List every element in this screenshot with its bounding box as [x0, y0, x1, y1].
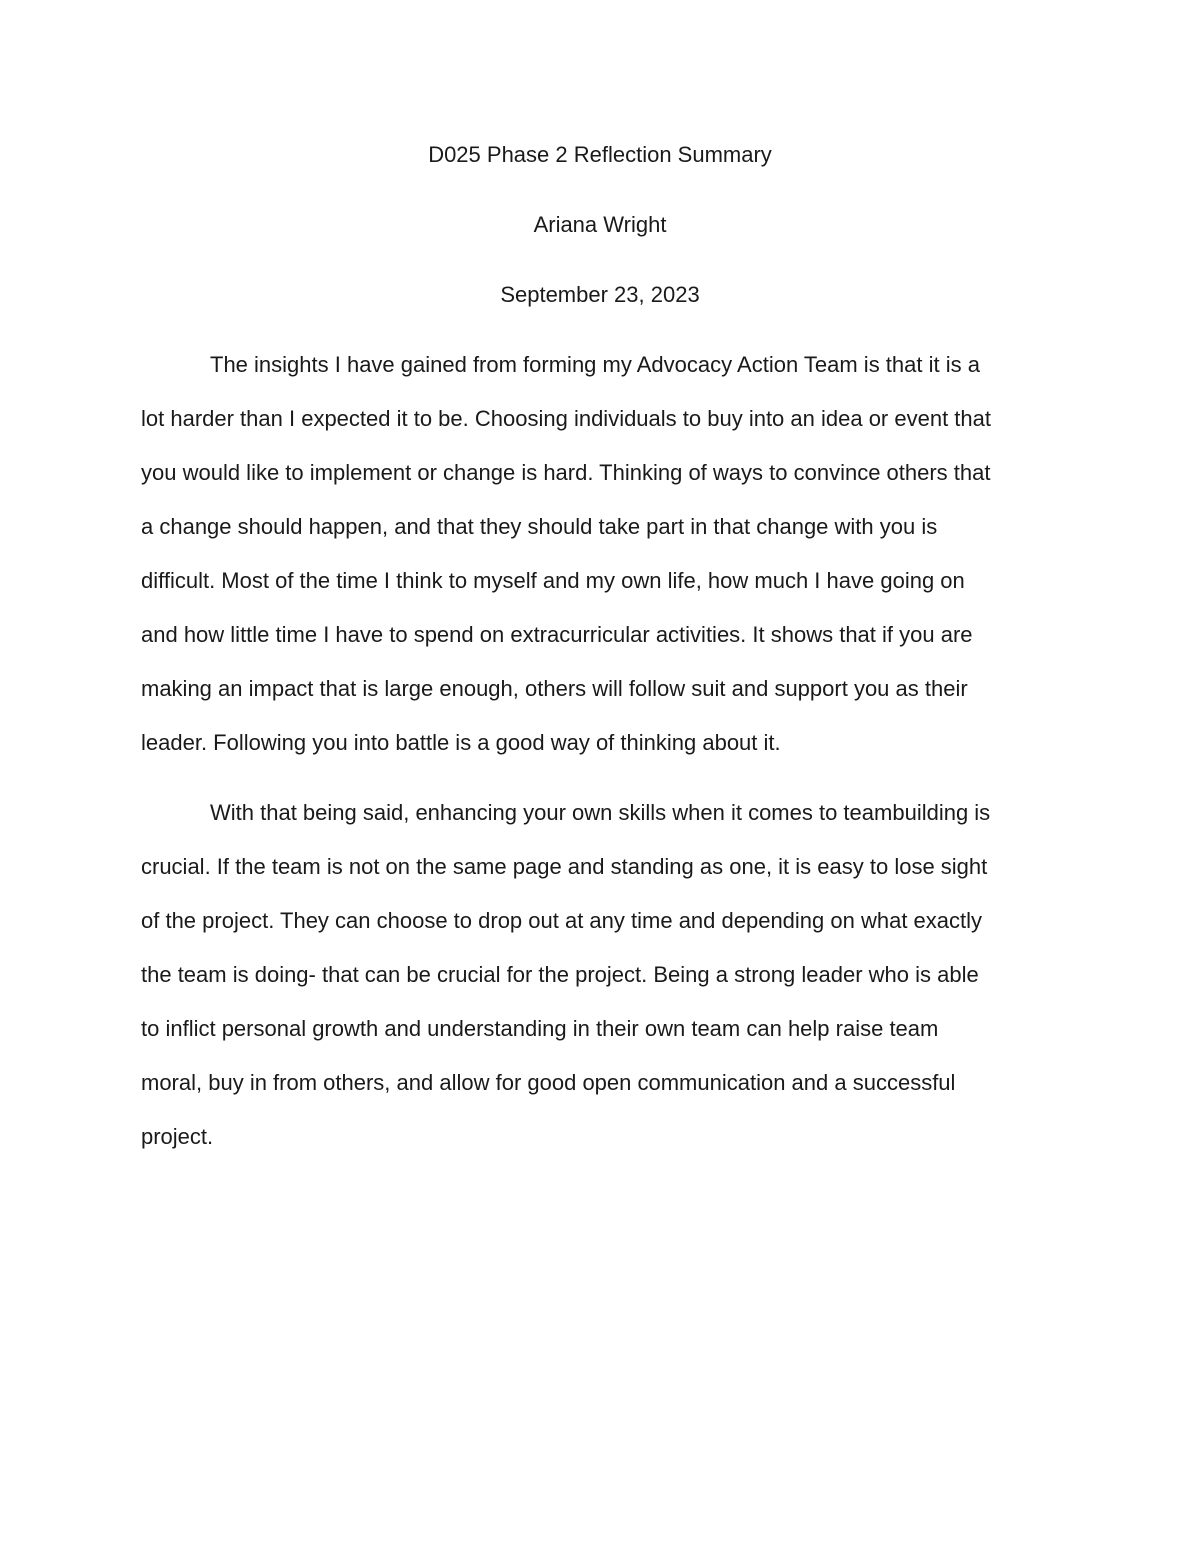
- paragraph-spacer: [141, 770, 1061, 786]
- author-name: Ariana Wright: [533, 212, 667, 237]
- title-block: [0, 138, 1200, 348]
- paragraph-line: With that being said, enhancing your own skills when it comes to teambuilding is: [210, 800, 991, 825]
- document-title: D025 Phase 2 Reflection Summary: [428, 142, 772, 167]
- paragraph-line: difficult. Most of the time I think to myself and my own life, how much I have going on: [141, 568, 965, 593]
- paragraph-line: moral, buy in from others, and allow for good open communication and a successful: [141, 1070, 956, 1095]
- paragraph-line: a change should happen, and that they should take part in that change with you is: [141, 514, 938, 539]
- paragraph-line: and how little time I have to spend on extracurricular activities. It shows that if you are: [141, 622, 973, 647]
- paragraph-1: [141, 338, 1061, 770]
- paragraph-line: leader. Following you into battle is a good way of thinking about it.: [141, 730, 781, 755]
- paragraph-2: [141, 786, 1061, 1164]
- paragraph-line: you would like to implement or change is hard. Thinking of ways to convince others that: [141, 460, 991, 485]
- paragraph-line: the team is doing- that can be crucial for the project. Being a strong leader who is able: [141, 962, 979, 987]
- paragraph-line: making an impact that is large enough, others will follow suit and support you as their: [141, 676, 968, 701]
- paragraph-line: lot harder than I expected it to be. Choosing individuals to buy into an idea or event that: [141, 406, 991, 431]
- document-body: [141, 338, 1061, 1164]
- paragraph-line: crucial. If the team is not on the same page and standing as one, it is easy to lose sight: [141, 854, 988, 879]
- paragraph-line: The insights I have gained from forming my Advocacy Action Team is that it is a: [210, 352, 980, 377]
- paragraph-line: of the project. They can choose to drop out at any time and depending on what exactly: [141, 908, 983, 933]
- paragraph-line: project.: [141, 1124, 214, 1149]
- document-date: September 23, 2023: [500, 282, 700, 307]
- paragraph-line: to inflict personal growth and understanding in their own team can help raise team: [141, 1016, 939, 1041]
